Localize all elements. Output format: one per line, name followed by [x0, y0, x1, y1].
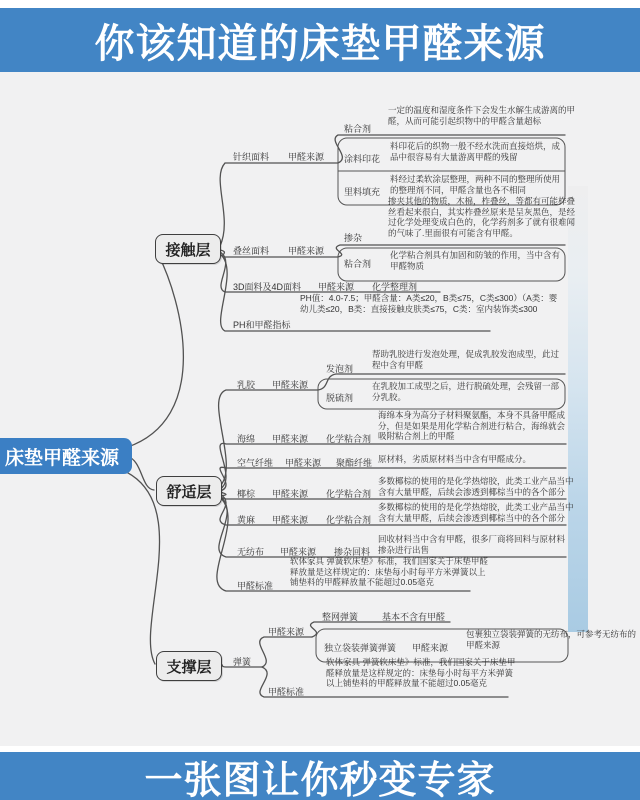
label-paint-print: 涂料印花: [344, 154, 381, 164]
desc-whole-net-spring: 基本不含有甲醛: [382, 612, 446, 622]
label-silk-binder: 粘合剂: [344, 259, 372, 269]
label-jute-source: 甲醛来源: [272, 515, 309, 525]
label-comfort-standard: 甲醛标准: [237, 581, 274, 591]
label-air-fiber-source: 甲醛来源: [285, 458, 322, 468]
label-latex-source: 甲醛来源: [272, 380, 309, 390]
label-air-fiber: 空气纤维: [237, 458, 274, 468]
label-coir: 椰棕: [237, 489, 256, 499]
desc-comfort-standard: 软体家具 弹簧软床垫》标准，我们国家关于床垫甲醛释放量是这样规定的：床垫每小时每平方米弹簧以上铺垫料的甲醛释放量不能超过0.05毫克: [290, 556, 488, 587]
label-pocket-source: 甲醛来源: [412, 643, 449, 653]
desc-sponge: 海绵本身为高分子材料聚氨酯，本身不具备甲醛成分，但是如果是用化学粘合剂进行粘合，海绵就会吸附粘合剂上的甲醛: [378, 410, 566, 441]
label-sponge-adhesive: 化学粘合剂: [326, 434, 372, 444]
label-latex: 乳胶: [237, 380, 256, 390]
gradient-bar: [568, 186, 588, 632]
desc-coir: 多数椰棕的使用的是化学热熔胶，此类工业产品当中含有大量甲醛，后续会渗透到椰棕当中的各个部分: [378, 476, 574, 497]
desc-paint-print: 料印花后的织物一般不经水洗而直接焙烘，成品中很容易有大量游离甲醛的残留: [390, 141, 561, 162]
label-nonwoven-source: 甲醛来源: [280, 547, 317, 557]
desc-nonwoven: 回收材料当中含有甲醛，很多厂商将回料与原材料掺杂进行出售: [378, 534, 566, 555]
label-silk-fabric: 叠丝面料: [233, 246, 270, 256]
label-spring: 弹簧: [233, 657, 252, 667]
root-node: 床垫甲醛来源: [0, 438, 132, 474]
label-sponge-source: 甲醛来源: [272, 434, 309, 444]
label-3d4d-fabric: 3D面料及4D面料: [233, 282, 302, 292]
desc-lining-fill: 料经过柔软涂层整理，两种不同的整理所使用的整理剂不同，甲醛含量也各不相同: [390, 174, 561, 195]
desc-ph-index: PH值：4.0-7.5；甲醛含量：A类≤20，B类≤75，C类≤300）（A类：婴幼儿类≤20，B类：直接接触皮肤类≤75，C类：室内装饰类≤300: [300, 293, 558, 314]
label-jute: 黄麻: [237, 515, 256, 525]
label-foaming-agent: 发泡剂: [326, 364, 354, 374]
label-mixed-recycled: 掺杂回料: [334, 547, 371, 557]
label-chemical-finishing-agent: 化学整理剂: [372, 282, 418, 292]
label-pocket-spring: 独立袋装弹簧弹簧: [324, 643, 397, 653]
desc-foaming-agent: 帮助乳胶进行发泡处理，促成乳胶发泡成型，此过程中含有甲醛: [372, 349, 560, 370]
label-spring-source: 甲醛来源: [268, 627, 305, 637]
branch-node-comfort: 舒适层: [156, 476, 222, 506]
label-sponge: 海绵: [237, 434, 256, 444]
desc-jute: 多数椰棕的使用的是化学热熔胶，此类工业产品当中含有大量甲醛，后续会渗透到椰棕当中的各个部分: [378, 502, 574, 523]
label-silk-source: 甲醛来源: [288, 246, 325, 256]
branch-node-support: 支撑层: [156, 651, 222, 681]
label-nonwoven: 无纺布: [237, 547, 265, 557]
label-3d4d-source: 甲醛来源: [318, 282, 355, 292]
page-title: 你该知道的床垫甲醛来源: [94, 21, 546, 66]
label-coir-source: 甲醛来源: [272, 489, 309, 499]
label-mix: 掺杂: [344, 233, 363, 243]
label-jute-adhesive: 化学粘合剂: [326, 515, 372, 525]
desc-desulfurizer: 在乳胶加工成型之后，进行脱硫处理，会残留一部分乳胶。: [372, 381, 560, 402]
desc-pocket-spring: 包裹独立袋装弹簧的无纺布，可参考无纺布的甲醛来源: [466, 629, 637, 650]
footer-title: 一张图让你秒变专家: [144, 759, 496, 800]
desc-support-standard: 软体家具 弹簧软床垫》标准，我们国家关于床垫甲醛释放量是这样规定的：床垫每小时每平方米弹簧以上铺垫料的甲醛释放量不能超过0.05毫克: [326, 657, 516, 688]
desc-air-fiber: 原材料，劣质原材料当中含有甲醛成分。: [378, 454, 532, 464]
label-polyester-fiber: 聚酯纤维: [336, 458, 373, 468]
label-whole-net-spring: 整网弹簧: [322, 612, 359, 622]
desc-mix: 掺夹其他的物质，木棉，柞叠丝，等都有可能柞叠丝看起来很白，其实柞叠丝原来是呈灰黑色，是经过化学处理变成白色的，化学药剂多了就有很难闻的气味了.里面很有可能含有甲醛。: [388, 196, 576, 238]
label-ph-index: PH和甲醛指标: [233, 320, 291, 330]
label-knit-source: 甲醛来源: [288, 152, 325, 162]
label-support-standard: 甲醛标准: [268, 687, 305, 697]
label-coir-adhesive: 化学粘合剂: [326, 489, 372, 499]
desc-silk-binder: 化学粘合剂具有加固和防皱的作用，当中含有甲醛物质: [390, 250, 561, 271]
label-desulfurizer: 脱硫剂: [326, 393, 354, 403]
footer-banner: [0, 752, 640, 800]
branch-node-contact: 接触层: [155, 234, 221, 264]
label-binder: 粘合剂: [344, 124, 372, 134]
label-lining-fill: 里料填充: [344, 187, 381, 197]
desc-binder: 一定的温度和湿度条件下会发生水解生成游离的甲醛，从而可能引起织物中的甲醛含量超标: [388, 105, 576, 126]
label-knit-fabric: 针织面料: [233, 152, 270, 162]
